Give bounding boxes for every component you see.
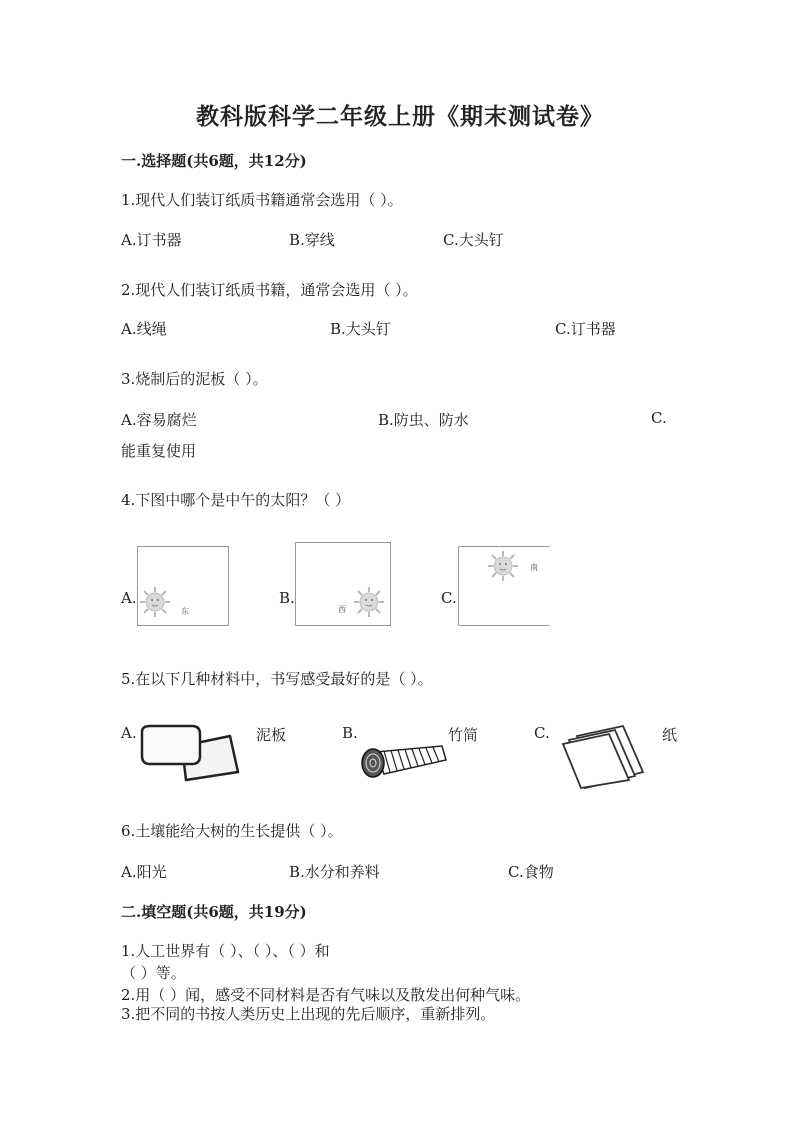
question-4-option-a[interactable]: A. bbox=[121, 589, 137, 607]
paper-stack-image bbox=[553, 722, 645, 790]
question-6-option-b[interactable]: B.水分和养料 bbox=[289, 863, 380, 881]
sun-diagram-west[interactable] bbox=[295, 542, 391, 626]
direction-label-east: 东 bbox=[181, 607, 189, 616]
question-1-option-a[interactable]: A.订书器 bbox=[121, 231, 182, 249]
question-3-option-c-continued: 能重复使用 bbox=[121, 442, 197, 460]
question-1-text: 1.现代人们装订纸质书籍通常会选用（ ）。 bbox=[121, 191, 403, 209]
direction-label-west: 西 bbox=[338, 605, 346, 614]
fill-question-2: 2.用（ ）闻，感受不同材料是否有气味以及散发出何种气味。 bbox=[121, 986, 531, 1004]
question-5-text: 5.在以下几种材料中，书写感受最好的是（ ）。 bbox=[121, 670, 433, 688]
question-3-text: 3.烧制后的泥板（ ）。 bbox=[121, 370, 268, 388]
sun-icon bbox=[354, 587, 384, 617]
question-3-option-b[interactable]: B.防虫、防水 bbox=[378, 411, 469, 429]
page-title: 教科版科学二年级上册《期末测试卷》 bbox=[196, 103, 604, 130]
question-3-option-a[interactable]: A.容易腐烂 bbox=[121, 411, 197, 429]
question-4-text: 4.下图中哪个是中午的太阳？（ ） bbox=[121, 491, 351, 509]
sun-diagram-east[interactable] bbox=[137, 546, 229, 626]
section-heading-fill-in: 二.填空题(共6题，共19分) bbox=[121, 903, 307, 921]
sun-diagram-south[interactable] bbox=[458, 546, 550, 626]
question-1-option-c[interactable]: C.大头钉 bbox=[443, 231, 504, 249]
fill-question-1-line-2: （ ）等。 bbox=[121, 964, 186, 982]
question-2-option-b[interactable]: B.大头钉 bbox=[330, 320, 391, 338]
question-6-option-a[interactable]: A.阳光 bbox=[121, 863, 167, 881]
question-4-option-c[interactable]: C. bbox=[441, 589, 457, 607]
question-1-option-b[interactable]: B.穿线 bbox=[289, 231, 335, 249]
question-5-option-a[interactable]: A. bbox=[121, 724, 137, 742]
question-4-option-b[interactable]: B. bbox=[279, 589, 295, 607]
sun-icon bbox=[488, 551, 518, 581]
bamboo-slips-image bbox=[358, 738, 448, 782]
direction-label-south: 南 bbox=[530, 563, 538, 572]
question-6-option-c[interactable]: C.食物 bbox=[508, 863, 554, 881]
question-5-label-clay-tablet: 泥板 bbox=[256, 726, 287, 744]
question-5-option-c[interactable]: C. bbox=[534, 724, 550, 742]
clay-tablet-image bbox=[138, 722, 240, 786]
question-2-text: 2.现代人们装订纸质书籍，通常会选用（ ）。 bbox=[121, 281, 418, 299]
fill-question-3: 3.把不同的书按人类历史上出现的先后顺序，重新排列。 bbox=[121, 1005, 496, 1023]
section-heading-choice: 一.选择题(共6题，共12分) bbox=[121, 152, 307, 170]
question-6-text: 6.土壤能给大树的生长提供（ ）。 bbox=[121, 822, 343, 840]
question-2-option-a[interactable]: A.线绳 bbox=[121, 320, 167, 338]
question-5-label-bamboo-slips: 竹简 bbox=[448, 726, 479, 744]
question-3-option-c[interactable]: C. bbox=[651, 409, 667, 427]
question-5-option-b[interactable]: B. bbox=[342, 724, 358, 742]
question-5-label-paper: 纸 bbox=[662, 726, 678, 744]
fill-question-1-line-1: 1.人工世界有（ ）、（ ）、（ ）和 bbox=[121, 942, 330, 960]
question-2-option-c[interactable]: C.订书器 bbox=[555, 320, 616, 338]
sun-icon bbox=[140, 587, 170, 617]
